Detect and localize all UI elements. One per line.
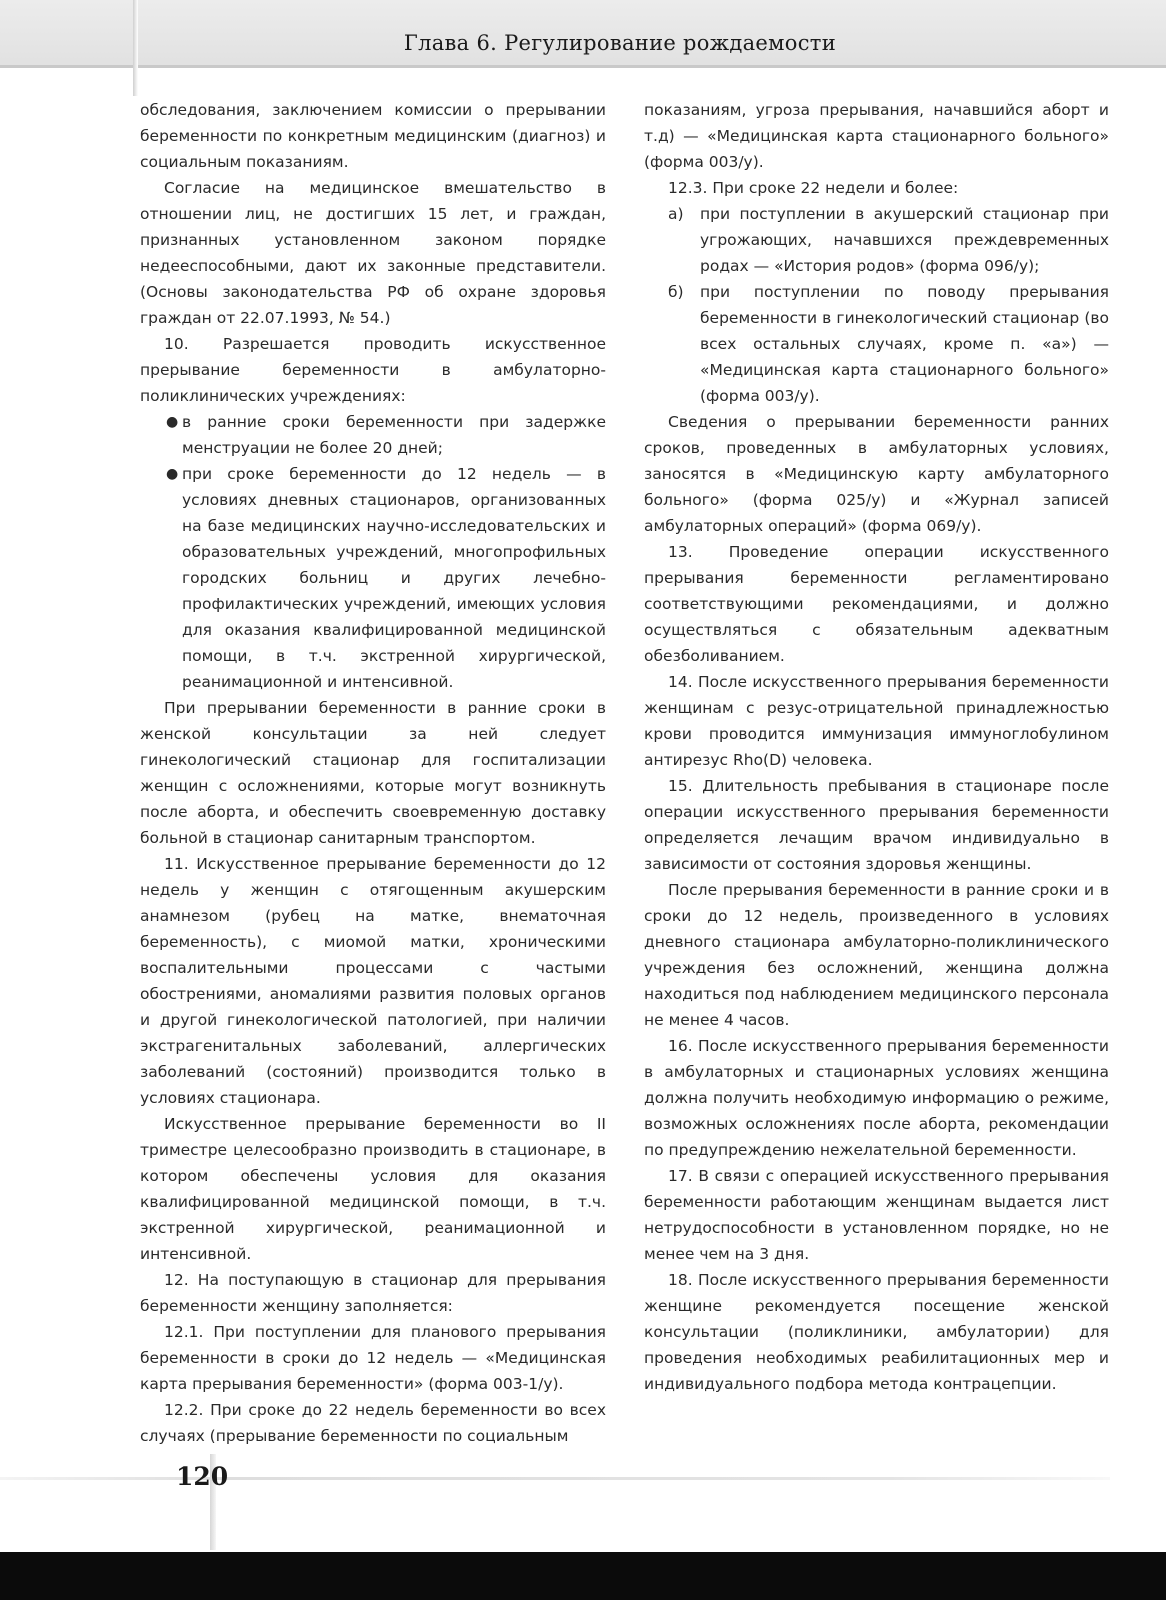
- paragraph: При прерывании беременности в ранние сроки в женской консультации за ней следует гинекологический стационар для госпитализации женщин с осложнениями, которые могут возникнуть после аборта, и обеспечить своевременную доставку больной в стационар санитарным транспортом.: [140, 699, 606, 847]
- list-item-text: при поступлении по поводу прерывания беременности в гинекологический стационар (во всех остальных случаях, кроме п. «а») — «Медицинская карта стационарного больного» (форма 003/у).: [700, 283, 1109, 405]
- paragraph: 12.1. При поступлении для планового прерывания беременности в сроки до 12 недель — «Медицинская карта прерывания беременности» (форма 003-1/у).: [140, 1323, 606, 1393]
- paragraph: 18. После искусственного прерывания беременности женщине рекомендуется посещение женской консультации (поликлиники, амбулатории) для проведения необходимых реабилитационных мер и индивидуального подбора метода контрацепции.: [644, 1271, 1109, 1393]
- paragraph: 15. Длительность пребывания в стационаре после операции искусственного прерывания беременности определяется лечащим врачом индивидуально в зависимости от состояния здоровья женщины.: [644, 777, 1109, 873]
- list-item-text: при сроке беременности до 12 недель — в условиях дневных стационаров, организованных на базе медицинских научно-исследовательских и образовательных учреждений, многопрофильных городских больниц и других лечебно-профилактических учреждений, имеющих условия для оказания квалифицированной медицинской помощи, в т.ч. экстренной хирургической, реанимационной и интенсивной.: [182, 465, 606, 691]
- paragraph: Согласие на медицинское вмешательство в отношении лиц, не достигших 15 лет, и граждан, признанных установленном законом порядке недееспособными, дают их законные представители. (Основы законодательства РФ об охране здоровья граждан от 22.07.1993, № 54.): [140, 179, 606, 327]
- chapter-title: Глава 6. Регулирование рождаемости: [403, 31, 836, 55]
- paragraph: 14. После искусственного прерывания беременности женщинам с резус-отрицательной принадлежностью крови проводится иммунизация иммуноглобулином антирезус Rho(D) человека.: [644, 673, 1109, 769]
- paragraph: После прерывания беременности в ранние сроки и в сроки до 12 недель, произведенного в условиях дневного стационара амбулаторно-поликлинического учреждения без осложнений, женщина должна находиться под наблюдением медицинского персонала не менее 4 часов.: [644, 881, 1109, 1029]
- paragraph: 12.3. При сроке 22 недели и более:: [668, 179, 959, 197]
- scan-border: [0, 1552, 1166, 1600]
- header-divider: [133, 0, 138, 96]
- paragraph: 17. В связи с операцией искусственного прерывания беременности работающим женщинам выдается лист нетрудоспособности в установленном порядке, но не менее чем на 3 дня.: [644, 1167, 1109, 1263]
- lettered-list: [644, 201, 1109, 409]
- list-item: [166, 461, 606, 695]
- paragraph: 16. После искусственного прерывания беременности в амбулаторных и стационарных условиях женщина должна получить необходимую информацию о режиме, возможных осложнениях после аборта, рекомендации по предупреждению нежелательной беременности.: [644, 1037, 1109, 1159]
- paragraph: показаниям, угроза прерывания, начавшийся аборт и т.д) — «Медицинская карта стационарного больного» (форма 003/у).: [644, 101, 1109, 171]
- list-item: [668, 201, 1109, 279]
- paragraph: 12. На поступающую в стационар для прерывания беременности женщину заполняется:: [140, 1271, 606, 1315]
- page-number: 120: [176, 1462, 229, 1491]
- list-item-text: в ранние сроки беременности при задержке менструации не более 20 дней;: [182, 413, 606, 457]
- list-item: [166, 409, 606, 461]
- paragraph: 10. Разрешается проводить искусственное прерывание беременности в амбулаторно-поликлинических учреждениях:: [140, 335, 606, 405]
- bullet-list: [140, 409, 606, 695]
- left-column: [140, 97, 606, 1449]
- bullet-icon: ●: [166, 414, 179, 430]
- list-marker: а): [668, 205, 684, 223]
- paragraph: Искусственное прерывание беременности во II триместре целесообразно производить в стационаре, в котором обеспечены условия для оказания квалифицированной медицинской помощи, в т.ч. экстренной хирургической, реанимационной и интенсивной.: [140, 1115, 606, 1263]
- paragraph: 13. Проведение операции искусственного прерывания беременности регламентировано соответствующими рекомендациями, и должно осуществляться с обязательным адекватным обезболиванием.: [644, 543, 1109, 665]
- list-item: [668, 279, 1109, 409]
- right-column: [644, 97, 1109, 1397]
- list-marker: б): [668, 283, 684, 301]
- bullet-icon: ●: [166, 466, 179, 482]
- paragraph: Сведения о прерывании беременности ранних сроков, проведенных в амбулаторных условиях, заносятся в «Медицинскую карту амбулаторного больного» (форма 025/у) и «Журнал записей амбулаторных операций» (форма 069/у).: [644, 413, 1109, 535]
- paragraph: обследования, заключением комиссии о прерывании беременности по конкретным медицинским (диагноз) и социальным показаниям.: [140, 101, 606, 171]
- paragraph: 12.2. При сроке до 22 недель беременности во всех случаях (прерывание беременности по социальным: [140, 1401, 606, 1445]
- list-item-text: при поступлении в акушерский стационар при угрожающих, начавшихся преждевременных родах — «История родов» (форма 096/у);: [700, 205, 1109, 275]
- paragraph: 11. Искусственное прерывание беременности до 12 недель у женщин с отягощенным акушерским анамнезом (рубец на матке, внематочная беременность), с миомой матки, хроническими воспалительными процессами с частыми обострениями, аномалиями развития половых органов и другой гинекологической патологией, при наличии экстрагенитальных заболеваний, аллергических заболеваний (состояний) производится только в условиях стационара.: [140, 855, 606, 1107]
- footer-rule: [0, 1477, 1110, 1480]
